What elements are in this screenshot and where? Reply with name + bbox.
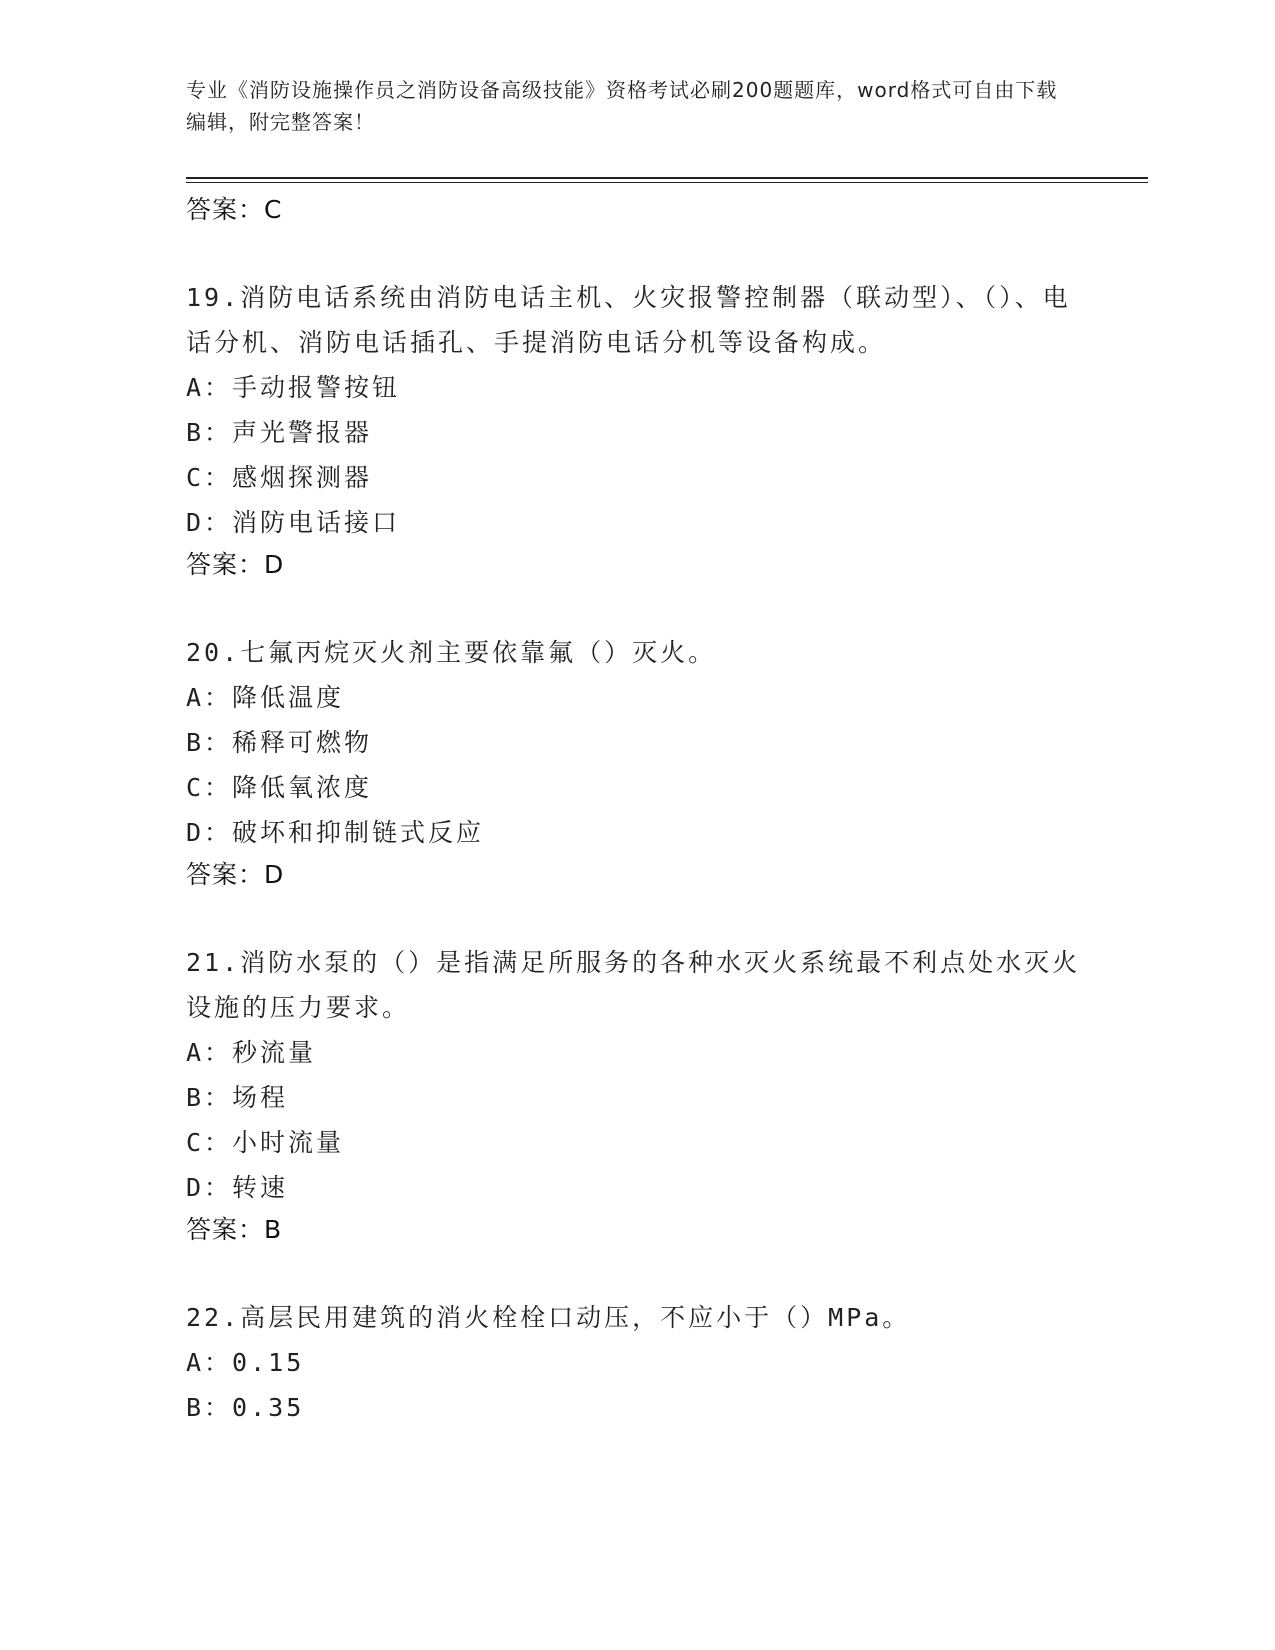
previous-answer: 答案：C: [186, 195, 283, 224]
answer-label: 答案：D: [186, 860, 285, 889]
document-header: 专业《消防设施操作员之消防设备高级技能》资格考试必刷200题题库，word格式可自由下载编辑，附完整答案！: [186, 78, 1058, 134]
question-block: [186, 630, 1086, 895]
option-a: A：秒流量: [186, 1038, 317, 1067]
option-d: D：转速: [186, 1173, 289, 1202]
spacer: [186, 585, 1086, 630]
option-c: C：小时流量: [186, 1128, 345, 1157]
question-block: [186, 1295, 1086, 1430]
question-block: [186, 940, 1086, 1250]
spacer: [186, 1250, 1086, 1295]
option-d: D：消防电话接口: [186, 508, 401, 537]
question-text: 22.高层民用建筑的消火栓栓口动压，不应小于（）MPa。: [186, 1303, 911, 1332]
question-text: 20.七氟丙烷灭火剂主要依靠氟（）灭火。: [186, 638, 717, 667]
option-c: C：降低氧浓度: [186, 773, 373, 802]
question-text: 21.消防水泵的（）是指满足所服务的各种水灭火系统最不利点处水灭火设施的压力要求。: [186, 948, 1081, 1022]
option-b: B：声光警报器: [186, 418, 373, 447]
option-b: B：0.35: [186, 1393, 305, 1422]
option-b: B：稀释可燃物: [186, 728, 373, 757]
option-a: A：0.15: [186, 1348, 305, 1377]
question-list: [186, 190, 1086, 1430]
header-divider: [186, 177, 1148, 179]
option-b: B：场程: [186, 1083, 289, 1112]
option-a: A：手动报警按钮: [186, 373, 401, 402]
option-c: C：感烟探测器: [186, 463, 373, 492]
header-divider-thin: [186, 182, 1148, 183]
spacer: [186, 230, 1086, 275]
question-text: 19.消防电话系统由消防电话主机、火灾报警控制器（联动型）、（）、电话分机、消防电话插孔、手提消防电话分机等设备构成。: [186, 283, 1071, 357]
option-a: A：降低温度: [186, 683, 345, 712]
question-block: [186, 275, 1086, 585]
spacer: [186, 895, 1086, 940]
option-d: D：破坏和抑制链式反应: [186, 818, 485, 847]
answer-label: 答案：D: [186, 550, 285, 579]
answer-label: 答案：B: [186, 1215, 283, 1244]
